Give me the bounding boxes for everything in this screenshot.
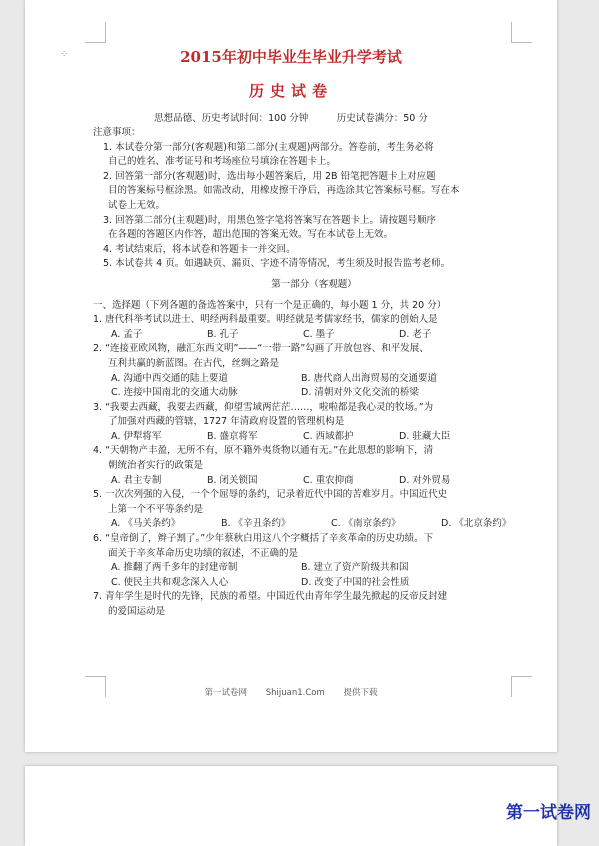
question-3-text-cont: 了加强对西藏的管辖，1727 年清政府设置的管理机构是 [108,416,345,428]
question-4-options [93,474,535,489]
drag-handle-icon[interactable]: ⁘ [60,49,70,60]
question-4-text-cont: 朝统治者实行的政策是 [108,460,204,472]
notice-line: 自己的姓名、准考证号和考场座位号填涂在答题卡上。 [108,156,337,168]
option-c: C. 西域都护 [303,430,354,442]
notice-line: 在各题的答题区内作答，超出范围的答案无效。写在本试卷上无效。 [108,229,394,241]
option-b: B. 《辛丑条约》 [221,518,291,530]
option-b: B. 唐代商人出海贸易的交通要道 [301,372,438,384]
question-5-text: 5. 一次次列强的入侵，一个个屈辱的条约，记录着近代中国的苦难岁月。中国近代史 [93,489,448,501]
next-page [25,766,557,846]
exam-title: 2015年初中毕业生毕业升学考试 [180,48,402,66]
question-5-options [93,517,535,532]
question-1-text: 1. 唐代科举考试以进士、明经两科最重要。明经就是考儒家经书，儒家的创始人是 [93,314,438,326]
option-a: A. 沟通中西交通的陆上要道 [111,372,228,384]
footer-center: Shijuan1.Com [265,688,325,698]
option-d: D. 对外贸易 [399,474,451,486]
question-6-text-cont: 面关于辛亥革命历史功绩的叙述，不正确的是 [108,547,299,559]
option-b: B. 建立了资产阶级共和国 [301,562,409,574]
notice-line: 5. 本试卷共 4 页。如遇缺页、漏页、字迹不清等情况，考生须及时报告监考老师。 [103,258,451,270]
footer-right: 提供下载 [343,688,378,698]
question-6-text: 6. “皇帝倒了，辫子割了。”少年蔡秋白用这八个字概括了辛亥革命的历史功绩。下 [93,533,434,545]
notice-line: 3. 回答第二部分(主观题)时，用黑色签字笔将答案写在答题卡上。请按题号顺序 [103,214,436,226]
notice-line: 2. 回答第一部分(客观题)时，选出每小题答案后，用 2B 铅笔把答题卡上对应题 [103,170,436,182]
option-d: D. 驻藏大臣 [399,430,451,442]
option-a: A. 推翻了两千多年的封建帝制 [111,562,238,574]
option-c: C. 墨子 [303,328,335,340]
question-4-text: 4. “天朝物产丰盈，无所不有，原不籍外夷货物以通有无。”在此思想的影响下，清 [93,445,434,457]
question-6-options [93,561,535,576]
question-3-options [93,430,535,445]
exam-subtitle: 历史试卷 [248,82,333,100]
site-watermark: 第一试卷网 [506,803,591,823]
notice-line: 目的答案标号框涂黑。如需改动，用橡皮擦干净后，再选涂其它答案标号框。写在本 [108,185,460,197]
question-6-options-row2 [93,576,535,591]
page-footer [25,686,557,698]
notice-line: 4. 考试结束后，将本试卷和答题卡一并交回。 [103,243,296,255]
notice-line: 1. 本试卷分第一部分(客观题)和第二部分(主观题)两部分。答卷前，考生务必将 [103,141,434,153]
option-c: C. 《南京条约》 [331,518,401,530]
option-b: B. 闭关锁国 [207,474,258,486]
crop-mark-top-right [511,22,532,43]
option-c: C. 使民主共和观念深入人心 [111,576,229,588]
crop-mark-top-left [85,22,106,43]
question-2-options-row2 [93,386,535,401]
option-d: D. 《北京条约》 [441,518,512,530]
question-1-options [93,328,535,343]
option-b: B. 盛京将军 [207,430,258,442]
part1-heading: 第一部分（客观题） [271,278,357,290]
section-heading: 一、选择题（下列各题的备选答案中，只有一个是正确的，每小题 1 分，共 20 分） [93,299,447,311]
option-c: C. 连接中国南北的交通大动脉 [111,387,238,399]
option-a: A. 伊犁将军 [111,430,162,442]
option-a: A. 《马关条约》 [111,518,181,530]
option-a: A. 君主专制 [111,474,162,486]
option-c: C. 重农抑商 [303,474,354,486]
question-2-text: 2. “连接亚欧风物，融汇东西文明”——“一带一路”勾画了开放包容、和平发展、 [93,343,429,355]
question-7-text: 7. 青年学生是时代的先锋，民族的希望。中国近代由青年学生最先掀起的反帝反封建 [93,591,448,603]
document-page [25,0,557,752]
question-3-text: 3. “我要去西藏，我要去西藏，仰望雪域两茫茫……，啦啦都是我心灵的牧场。”为 [93,401,434,413]
question-5-text-cont: 上第一个不平等条约是 [108,503,204,515]
option-b: B. 孔子 [207,328,239,340]
document-body [93,126,535,620]
notice-line: 试卷上无效。 [108,199,166,211]
exam-info: 思想品德、历史考试时间：100 分钟 历史试卷满分：50 分 [154,113,428,124]
option-d: D. 改变了中国的社会性质 [301,576,410,588]
question-2-options [93,372,535,387]
option-a: A. 孟子 [111,328,143,340]
option-d: D. 老子 [399,328,432,340]
option-d: D. 清朝对外文化交流的桥梁 [301,387,419,399]
question-2-text-cont: 互利共赢的新蓝图。在古代，丝绸之路是 [108,357,280,369]
notice-heading: 注意事项： [93,127,141,138]
footer-left: 第一试卷网 [204,688,248,698]
question-7-text-cont: 的爱国运动是 [108,606,166,617]
